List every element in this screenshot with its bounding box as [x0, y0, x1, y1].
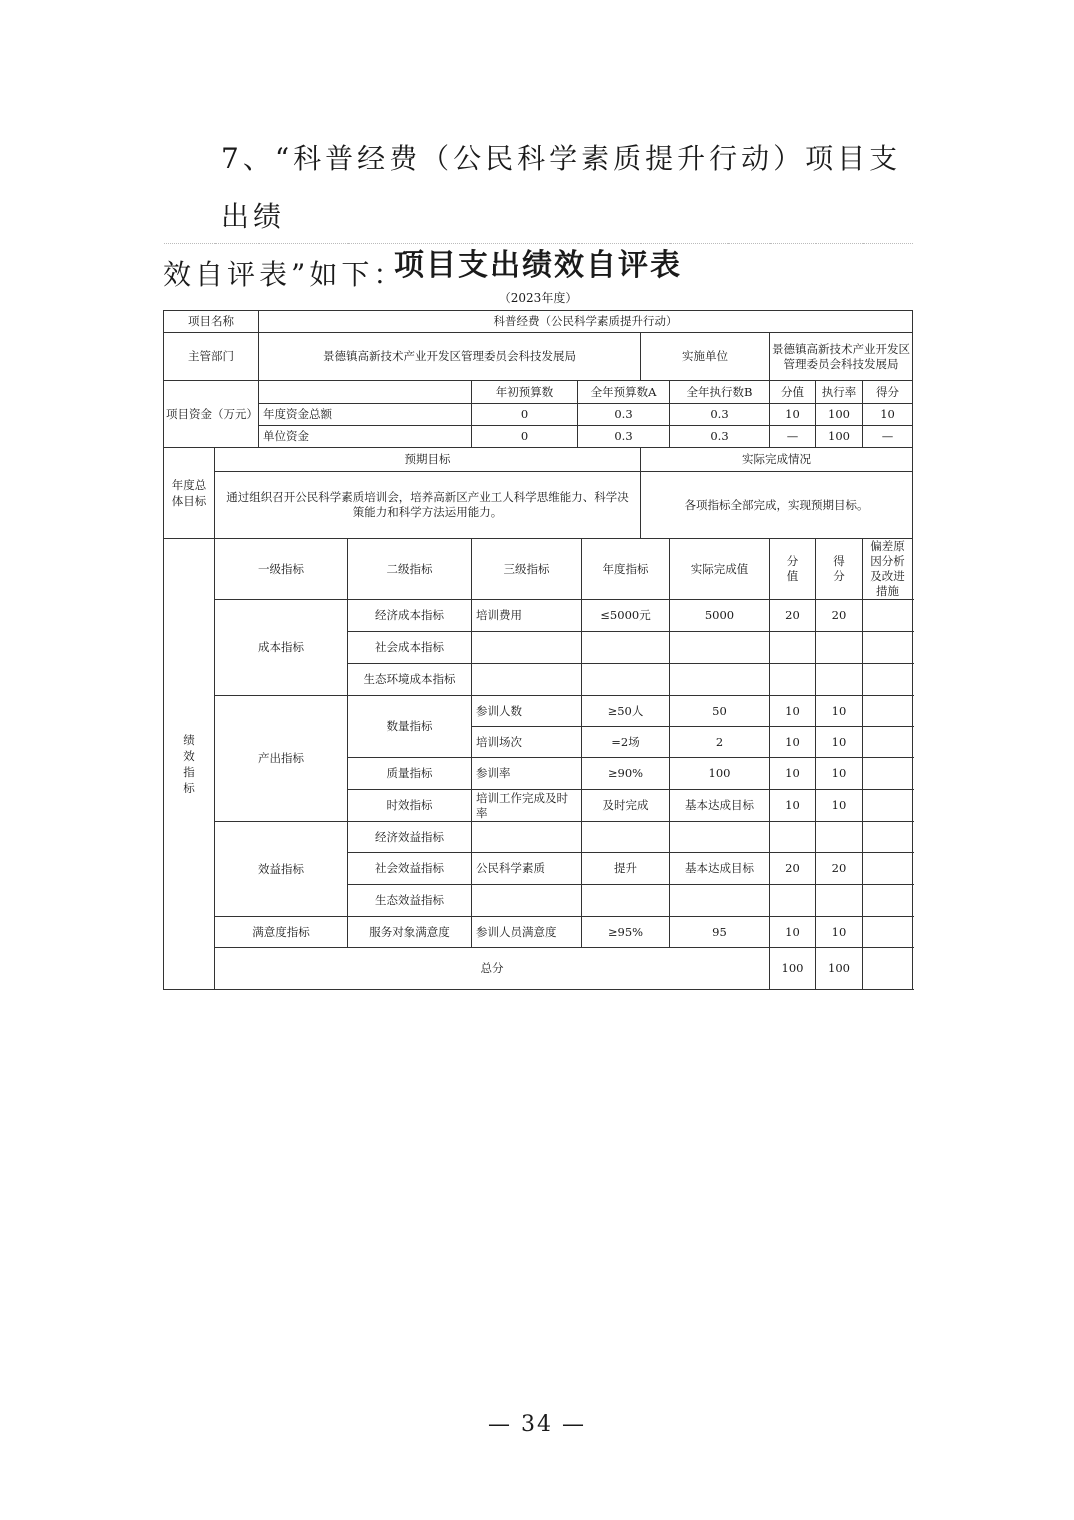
funds-header: 分值	[770, 381, 816, 404]
l2-cell: 经济成本指标	[348, 600, 472, 632]
l2-cell: 社会成本指标	[348, 632, 472, 664]
l2-cell: 服务对象满意度	[348, 917, 472, 948]
page-number: — 34 —	[488, 1412, 586, 1437]
got-cell: 10	[816, 917, 863, 948]
performance-table	[163, 243, 913, 990]
l3-cell: 参训率	[472, 758, 582, 790]
dept-value: 景德镇高新技术产业开发区管理委员会科技发展局	[259, 333, 641, 381]
actual-cell: 2	[670, 727, 770, 758]
table-year: （2023年度）	[164, 288, 913, 311]
got-cell: 20	[816, 600, 863, 632]
funds-cell: 0	[472, 426, 578, 448]
project-name-label: 项目名称	[164, 311, 259, 333]
impl-label: 实施单位	[641, 333, 770, 381]
l2-cell: 社会效益指标	[348, 853, 472, 885]
actual-cell: 5000	[670, 600, 770, 632]
got-cell: 10	[816, 727, 863, 758]
expected-text: 通过组织召开公民科学素质培训会，培养高新区产业工人科学思维能力、科学决策能力和科学方法运用能力。	[215, 472, 641, 539]
funds-cell: 100	[816, 404, 863, 426]
l2-cell: 经济效益指标	[348, 822, 472, 853]
funds-row-label: 单位资金	[259, 426, 472, 448]
actual-cell: 50	[670, 696, 770, 727]
l3-cell: 公民科学素质	[472, 853, 582, 885]
got-cell: 10	[816, 790, 863, 822]
target-cell: 及时完成	[582, 790, 670, 822]
l2-cell: 时效指标	[348, 790, 472, 822]
table-title: 项目支出绩效自评表	[164, 244, 913, 288]
heading-line-2: 效自评表”如下：	[163, 258, 406, 291]
l2-cell: 生态效益指标	[348, 885, 472, 917]
funds-label: 项目资金（万元）	[164, 381, 259, 448]
actual-cell: 基本达成目标	[670, 790, 770, 822]
score-cell: 20	[770, 853, 816, 885]
score-cell: 10	[770, 727, 816, 758]
goal-label	[164, 448, 215, 539]
target-cell: ≥90%	[582, 758, 670, 790]
funds-cell: 0.3	[578, 426, 670, 448]
ind-header: 实际完成值	[670, 539, 770, 600]
score-cell: 10	[770, 917, 816, 948]
l3-cell: 参训人数	[472, 696, 582, 727]
total-score: 100	[770, 948, 816, 990]
funds-cell: —	[863, 426, 913, 448]
ind-header: 年度指标	[582, 539, 670, 600]
l3-cell: 培训场次	[472, 727, 582, 758]
goal-label-text: 年度总体目标	[171, 478, 207, 508]
cost-label: 成本指标	[215, 600, 348, 696]
funds-row-label: 年度资金总额	[259, 404, 472, 426]
benefit-label: 效益指标	[215, 822, 348, 917]
actual-cell: 95	[670, 917, 770, 948]
l3-cell: 培训费用	[472, 600, 582, 632]
funds-header: 执行率	[816, 381, 863, 404]
funds-cell: 0.3	[670, 404, 770, 426]
total-got: 100	[816, 948, 863, 990]
actual-cell: 基本达成目标	[670, 853, 770, 885]
score-cell: 20	[770, 600, 816, 632]
indicator-label-text: 绩效指标	[183, 733, 195, 795]
satisfaction-label: 满意度指标	[215, 917, 348, 948]
dept-label: 主管部门	[164, 333, 259, 381]
ind-header: 二级指标	[348, 539, 472, 600]
ind-header: 分值	[770, 539, 816, 600]
ind-header: 一级指标	[215, 539, 348, 600]
funds-cell: 100	[816, 426, 863, 448]
target-cell: =2场	[582, 727, 670, 758]
funds-cell: 10	[863, 404, 913, 426]
ind-header: 偏差原因分析及改进措施	[863, 539, 913, 600]
project-name: 科普经费（公民科学素质提升行动）	[259, 311, 913, 333]
total-label: 总分	[215, 948, 770, 990]
ind-header: 三级指标	[472, 539, 582, 600]
l3-cell: 参训人员满意度	[472, 917, 582, 948]
funds-header: 得分	[863, 381, 913, 404]
actual-text: 各项指标全部完成，实现预期目标。	[641, 472, 913, 539]
actual-label: 实际完成情况	[641, 448, 913, 472]
quantity-label: 数量指标	[348, 696, 472, 758]
got-cell: 10	[816, 758, 863, 790]
impl-value: 景德镇高新技术产业开发区管理委员会科技发展局	[770, 333, 913, 381]
heading-line-1: 7、“科普经费（公民科学素质提升行动）项目支出绩	[221, 142, 902, 233]
score-cell: 10	[770, 696, 816, 727]
ind-header: 得分	[816, 539, 863, 600]
funds-cell: 0.3	[578, 404, 670, 426]
funds-header: 年初预算数	[472, 381, 578, 404]
target-cell: ≤5000元	[582, 600, 670, 632]
funds-cell: 0.3	[670, 426, 770, 448]
target-cell: 提升	[582, 853, 670, 885]
l2-cell: 质量指标	[348, 758, 472, 790]
funds-cell: —	[770, 426, 816, 448]
expected-label: 预期目标	[215, 448, 641, 472]
funds-cell: 10	[770, 404, 816, 426]
score-cell: 10	[770, 758, 816, 790]
l2-cell: 生态环境成本指标	[348, 664, 472, 696]
funds-cell: 0	[472, 404, 578, 426]
indicator-label	[164, 539, 215, 990]
target-cell: ≥50人	[582, 696, 670, 727]
actual-cell: 100	[670, 758, 770, 790]
funds-header: 全年执行数B	[670, 381, 770, 404]
got-cell: 20	[816, 853, 863, 885]
target-cell: ≥95%	[582, 917, 670, 948]
score-cell: 10	[770, 790, 816, 822]
funds-header: 全年预算数A	[578, 381, 670, 404]
l3-cell: 培训工作完成及时率	[472, 790, 582, 822]
output-label: 产出指标	[215, 696, 348, 822]
got-cell: 10	[816, 696, 863, 727]
